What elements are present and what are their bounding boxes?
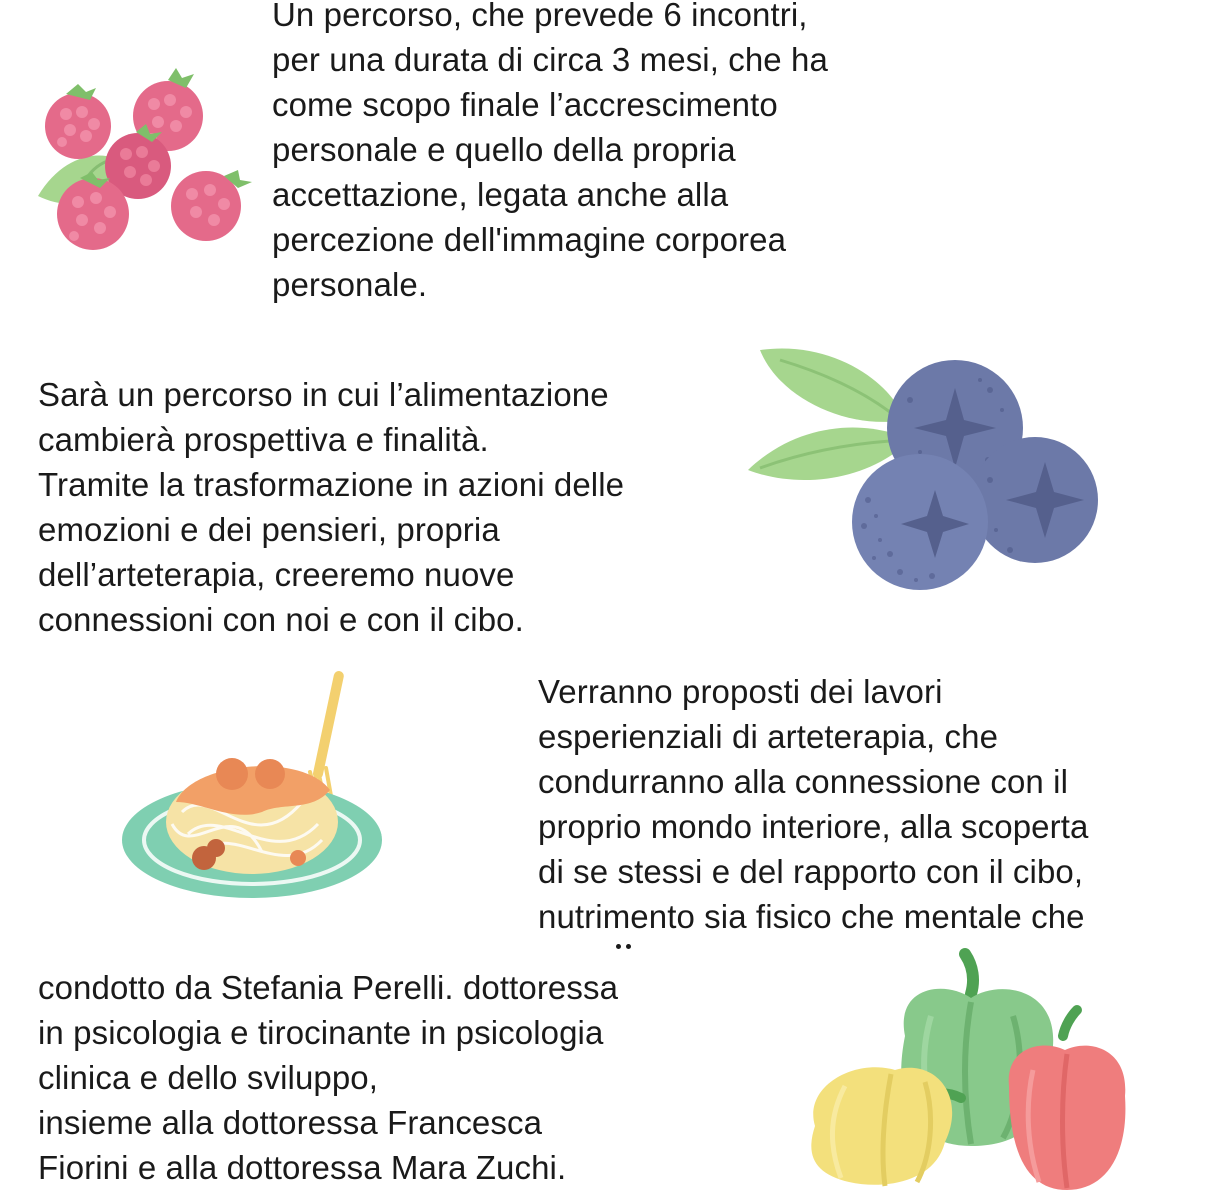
text-line: nutrimento sia fisico che mentale che <box>538 898 1085 935</box>
text-line: Un percorso, che prevede 6 incontri, <box>272 0 808 33</box>
text-line: cambierà prospettiva e finalità. <box>38 421 489 458</box>
text-line: condurranno alla connessione con il <box>538 763 1069 800</box>
text-line: emozioni e dei pensieri, propria <box>38 511 500 548</box>
text-line: insieme alla dottoressa Francesca <box>38 1104 543 1141</box>
text-line: per una durata di circa 3 mesi, che ha <box>272 41 828 78</box>
text-line: personale. <box>272 266 428 303</box>
nutrition-paragraph <box>38 372 624 642</box>
text-line: esperienziali di arteterapia, che <box>538 718 999 755</box>
text-line: di se stessi e del rapporto con il cibo, <box>538 853 1084 890</box>
text-line: condotto da Stefania Perelli. dottoressa <box>38 969 619 1006</box>
text-line: connessioni con noi e con il cibo. <box>38 601 524 638</box>
blueberry-illustration <box>740 340 1110 600</box>
credits-paragraph <box>38 965 618 1190</box>
text-line: accettazione, legata anche alla <box>272 176 729 213</box>
text-line: in psicologia e tirocinante in psicologia <box>38 1014 604 1051</box>
text-line: Tramite la trasformazione in azioni delle <box>38 466 625 503</box>
text-line: dell’arteterapia, creeremo nuove <box>38 556 515 593</box>
text-line: clinica e dello sviluppo, <box>38 1059 379 1096</box>
text-line: come scopo finale l’accrescimento <box>272 86 778 123</box>
text-line: Verranno proposti dei lavori <box>538 673 943 710</box>
text-line: personale e quello della propria <box>272 131 736 168</box>
text-line: Sarà un percorso in cui l’alimentazione <box>38 376 609 413</box>
text-line: Fiorini e alla dottoressa Mara Zuchi. <box>38 1149 567 1186</box>
text-line: proprio mondo interiore, alla scoperta <box>538 808 1089 845</box>
text-line: percezione dell'immagine corporea <box>272 221 787 258</box>
spaghetti-plate-illustration <box>112 662 392 922</box>
bell-peppers-illustration <box>795 946 1140 1190</box>
activities-paragraph <box>538 669 1088 939</box>
cropped-text-fragment <box>614 938 634 952</box>
intro-paragraph <box>272 0 828 307</box>
raspberry-illustration <box>28 66 258 266</box>
